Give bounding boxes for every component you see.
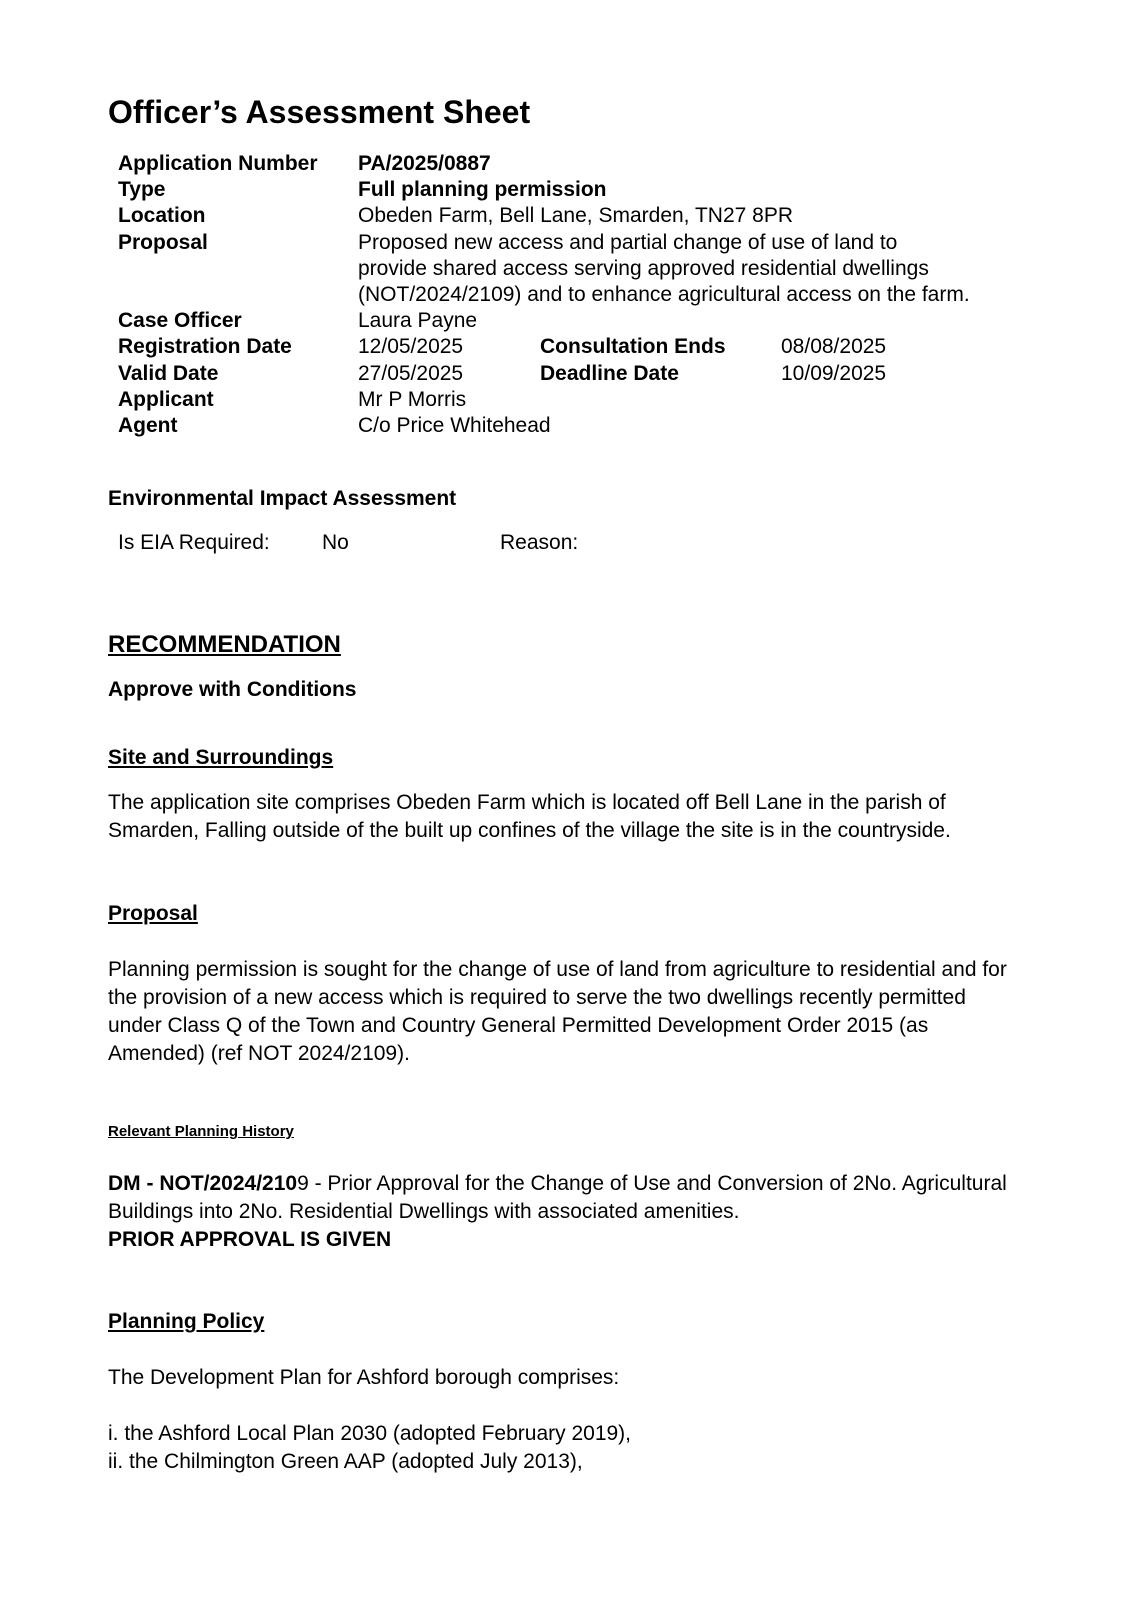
type-value: Full planning permission <box>358 178 607 202</box>
valid-date-row <box>118 361 1018 387</box>
case-officer-value: Laura Payne <box>358 309 478 333</box>
page-title: Officer’s Assessment Sheet <box>108 94 531 130</box>
proposal-row <box>118 230 1018 309</box>
eia-row <box>118 530 578 556</box>
applicant-row <box>118 387 1018 413</box>
history-description: 9 - Prior Approval for the Change of Use and Conversion of 2No. Agricultural Buildings into 2No. Residential Dwellings with associated amenities. <box>108 1172 1007 1223</box>
history-ref: DM - NOT/2024/210 <box>108 1172 298 1195</box>
site-heading: Site and Surroundings <box>108 746 334 769</box>
site-text: The application site comprises Obeden Farm which is located off Bell Lane in the parish of Smarden, Falling outside of the built up confines of the village the site is in the countryside. <box>108 791 951 842</box>
proposal-heading: Proposal <box>108 902 198 925</box>
eia-answer: No <box>322 531 349 554</box>
history-decision: PRIOR APPROVAL IS GIVEN <box>108 1228 392 1251</box>
deadline-date-label: Deadline Date <box>540 361 679 385</box>
location-row <box>118 203 1018 229</box>
recommendation-value: Approve with Conditions <box>108 678 357 701</box>
valid-date-value: 27/05/2025 <box>358 361 464 385</box>
valid-date-label: Valid Date <box>118 361 219 385</box>
applicant-label: Applicant <box>118 387 214 411</box>
agent-value: C/o Price Whitehead <box>358 414 551 438</box>
consultation-ends-value: 08/08/2025 <box>781 335 887 359</box>
type-row <box>118 177 1018 203</box>
policy-item: ii. the Chilmington Green AAP (adopted July 2013), <box>108 1450 583 1473</box>
applicant-value: Mr P Morris <box>358 387 467 411</box>
proposal-value: Proposed new access and partial change of use of land to provide shared access serving approved residential dwellings (NOT/2024/2109) and to enhance agricultural access on the farm. <box>358 230 970 307</box>
policy-heading: Planning Policy <box>108 1310 265 1333</box>
agent-label: Agent <box>118 414 178 438</box>
consultation-ends-label: Consultation Ends <box>540 335 726 359</box>
recommendation-heading: RECOMMENDATION <box>108 631 341 658</box>
case-officer-label: Case Officer <box>118 309 242 333</box>
history-entry <box>108 1170 1018 1254</box>
deadline-date-value: 10/09/2025 <box>781 361 887 385</box>
eia-reason-label: Reason: <box>500 531 579 554</box>
proposal-text: Planning permission is sought for the change of use of land from agriculture to residential and for the provision of a new access which is required to serve the two dwellings recently permitted under Class Q of the Town and Country General Permitted Development Order 2015 (as Amended) (ref NOT 2024/2109). <box>108 958 1007 1065</box>
application-number-value: PA/2025/0887 <box>358 152 491 175</box>
case-officer-row <box>118 308 1018 334</box>
eia-heading: Environmental Impact Assessment <box>108 487 457 510</box>
history-heading: Relevant Planning History <box>108 1123 294 1140</box>
eia-question: Is EIA Required: <box>118 531 270 554</box>
policy-list <box>108 1420 1018 1476</box>
registration-date-value: 12/05/2025 <box>358 335 464 359</box>
location-value: Obeden Farm, Bell Lane, Smarden, TN27 8PR <box>358 204 794 228</box>
registration-date-row <box>118 334 1018 360</box>
application-number-row <box>118 151 1018 177</box>
application-number-label: Application Number <box>118 152 318 175</box>
registration-date-label: Registration Date <box>118 335 292 359</box>
type-label: Type <box>118 178 166 202</box>
policy-intro: The Development Plan for Ashford borough comprises: <box>108 1366 620 1389</box>
application-details <box>118 151 1018 439</box>
policy-item: i. the Ashford Local Plan 2030 (adopted February 2019), <box>108 1422 632 1445</box>
proposal-label: Proposal <box>118 230 208 254</box>
agent-row <box>118 413 1018 439</box>
location-label: Location <box>118 204 206 228</box>
